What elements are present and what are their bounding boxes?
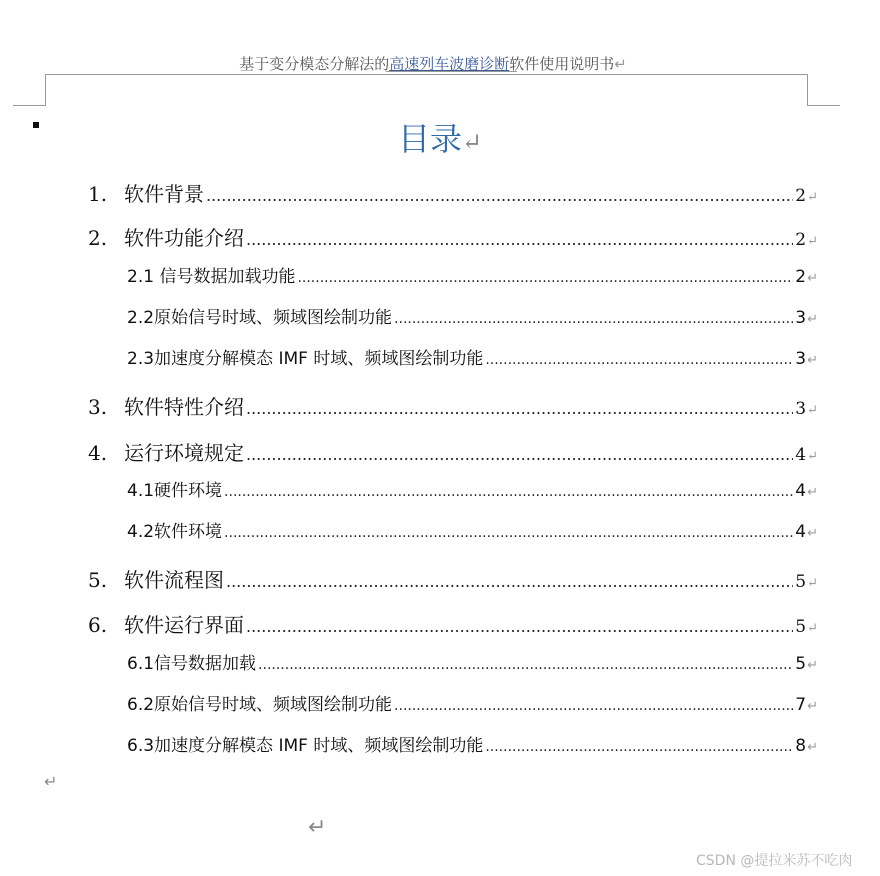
toc-entry-number: 1.: [88, 182, 108, 206]
toc-entry[interactable]: [88, 391, 818, 417]
toc-entry[interactable]: [88, 609, 818, 635]
paragraph-mark-icon: ↵: [807, 190, 818, 205]
toc-entry-number: 2.: [88, 226, 108, 250]
toc-leader-dots: [246, 613, 793, 637]
toc-entry-page: 7: [795, 695, 807, 715]
toc-leader-dots: [206, 182, 793, 206]
toc-title: [0, 114, 880, 160]
crop-mark-right: [807, 74, 808, 105]
paragraph-mark-icon: ↵: [807, 485, 818, 500]
toc-entry[interactable]: [127, 690, 818, 716]
toc-leader-dots: [297, 267, 793, 287]
header-underline-rule: [386, 71, 517, 72]
toc-leader-dots: [258, 654, 793, 674]
toc-entry-text: 原始信号时域、频域图绘制功能: [154, 695, 393, 715]
toc-entry[interactable]: [127, 731, 818, 757]
paragraph-mark-icon: ↵: [807, 740, 818, 755]
toc-entry-text: 信号数据加载: [154, 654, 257, 674]
toc-entry-text: 加速度分解模态 IMF 时域、频域图绘制功能: [154, 736, 484, 756]
toc-entry-page: 5: [795, 654, 807, 674]
paragraph-mark-icon: ↵: [807, 403, 818, 418]
paragraph-mark-icon: ↵: [44, 772, 58, 791]
toc-entry-number: 4.2: [127, 522, 155, 542]
toc-entry-page: 2: [795, 230, 807, 250]
paragraph-mark-icon: ↵: [807, 234, 818, 249]
toc-entry-text: 软件环境: [154, 522, 223, 542]
toc-entry-text: 软件功能介绍: [124, 226, 244, 250]
toc-entry-text: 软件背景: [124, 182, 204, 206]
toc-entry-text: 软件运行界面: [124, 613, 244, 637]
toc-entry-text: 运行环境规定: [124, 441, 244, 465]
toc-entry-number: 5.: [88, 568, 108, 592]
toc-entry-page: 4: [795, 481, 807, 501]
toc-entry-number: 4.: [88, 441, 108, 465]
toc-leader-dots: [394, 308, 793, 328]
toc-entry-page: 4: [795, 522, 807, 542]
paragraph-mark-icon: ↵: [461, 128, 483, 156]
toc-entry[interactable]: [88, 222, 818, 248]
toc-entry-page: 3: [795, 399, 807, 419]
toc-entry-number: 6.: [88, 613, 108, 637]
toc-title-text: 目录: [397, 120, 462, 158]
header-highlight: 高速列车波磨诊断: [389, 55, 510, 73]
toc-entry[interactable]: [88, 437, 818, 463]
paragraph-mark-icon: ↵: [807, 658, 818, 673]
header-rule: [46, 74, 808, 75]
toc-leader-dots: [246, 226, 793, 250]
toc-entry-number: 4.1: [127, 481, 155, 501]
toc-leader-dots: [226, 568, 793, 592]
toc-entry-text: 软件特性介绍: [124, 395, 244, 419]
header-prefix: 基于变分模态分解法的: [239, 55, 390, 73]
toc-entry-text: 信号数据加载功能: [154, 267, 296, 287]
toc-entry[interactable]: [127, 517, 818, 543]
toc-entry-number: 2.3: [127, 349, 155, 369]
crop-mark-left: [45, 74, 46, 105]
toc-entry[interactable]: [88, 564, 818, 590]
toc-entry[interactable]: [127, 303, 818, 329]
header-suffix: 软件使用说明书: [509, 55, 615, 73]
toc-entry-page: 5: [795, 617, 807, 637]
paragraph-mark-icon: ↵: [807, 576, 818, 591]
paragraph-mark-icon: ↵: [614, 55, 627, 73]
toc-entry-page: 2: [795, 267, 807, 287]
toc-entry-text: 加速度分解模态 IMF 时域、频域图绘制功能: [154, 349, 484, 369]
toc-entry[interactable]: [88, 178, 818, 204]
toc-leader-dots: [246, 395, 793, 419]
toc-leader-dots: [224, 522, 793, 542]
toc-entry-page: 8: [795, 736, 807, 756]
paragraph-mark-icon: ↵: [308, 815, 327, 840]
toc-leader-dots: [224, 481, 793, 501]
paragraph-mark-icon: ↵: [807, 526, 818, 541]
toc-entry-number: 6.3: [127, 736, 155, 756]
toc-entry-page: 4: [795, 445, 807, 465]
paragraph-mark-icon: ↵: [807, 449, 818, 464]
watermark: CSDN @提拉米苏不吃肉: [696, 853, 853, 869]
toc-leader-dots: [394, 695, 793, 715]
toc-entry[interactable]: [127, 262, 818, 288]
paragraph-mark-icon: ↵: [807, 312, 818, 327]
toc-entry-page: 5: [795, 572, 807, 592]
toc-entry[interactable]: [127, 649, 818, 675]
toc-leader-dots: [485, 736, 793, 756]
toc-entry-number: 6.2: [127, 695, 155, 715]
toc-entry-text: 原始信号时域、频域图绘制功能: [154, 308, 393, 328]
paragraph-mark-icon: ↵: [807, 621, 818, 636]
toc-entry[interactable]: [127, 344, 818, 370]
toc-entry[interactable]: [127, 476, 818, 502]
toc-entry-number: 2.2: [127, 308, 155, 328]
toc-entry-text: 软件流程图: [124, 568, 224, 592]
crop-mark-right-h: [807, 105, 840, 106]
paragraph-mark-icon: ↵: [807, 353, 818, 368]
toc-leader-dots: [485, 349, 793, 369]
toc-entry-number: 3.: [88, 395, 108, 419]
toc-entry-number: 2.1: [127, 267, 155, 287]
toc-entry-page: 2: [795, 186, 807, 206]
crop-mark-left-h: [13, 105, 46, 106]
toc-entry-number: 6.1: [127, 654, 155, 674]
paragraph-mark-icon: ↵: [807, 699, 818, 714]
paragraph-mark-icon: ↵: [807, 271, 818, 286]
toc-entry-text: 硬件环境: [154, 481, 223, 501]
toc-entry-page: 3: [795, 308, 807, 328]
toc-entry-page: 3: [795, 349, 807, 369]
toc-leader-dots: [246, 441, 793, 465]
